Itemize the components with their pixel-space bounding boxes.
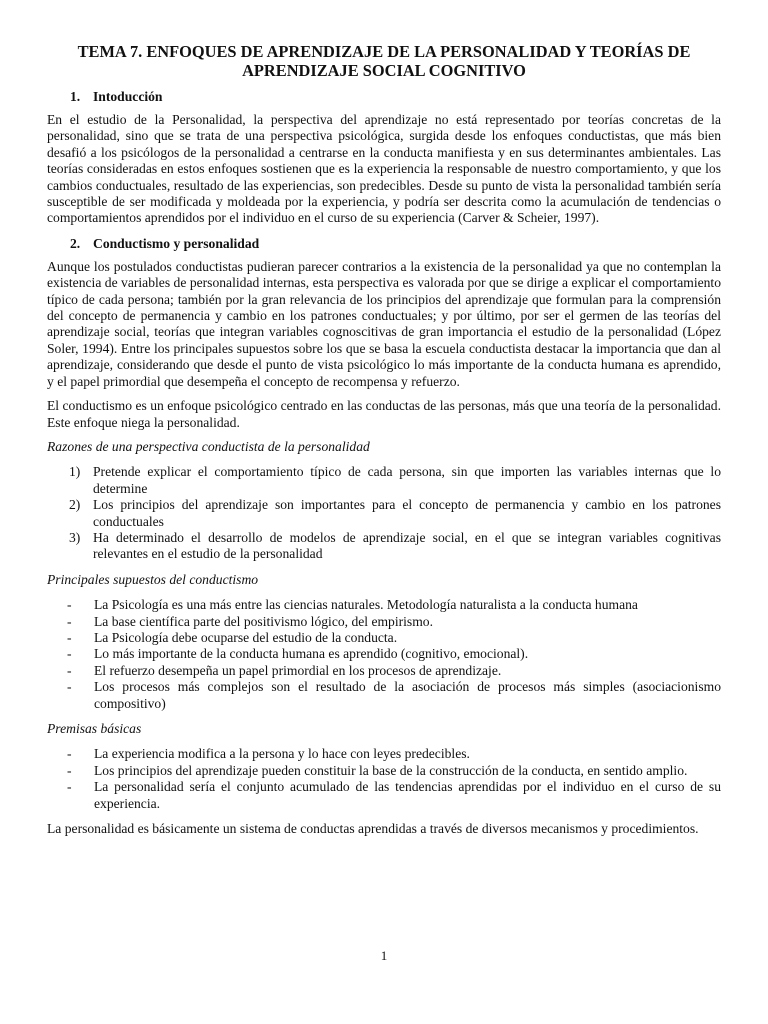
list-marker: -	[67, 662, 72, 678]
list-item-text: La experiencia modifica a la persona y lo hace con leyes predecibles.	[94, 746, 470, 762]
section-title: Intoducción	[93, 89, 163, 104]
document-title: TEMA 7. ENFOQUES DE APRENDIZAJE DE LA PERSONALIDAD Y TEORÍAS DE APRENDIZAJE SOCIAL COGNITIVO	[77, 42, 691, 80]
list-marker: 3)	[69, 529, 81, 545]
list-item	[47, 663, 721, 679]
paragraph-closing: La personalidad es básicamente un sistema de conductas aprendidas a través de diversos mecanismos y procedimientos.	[47, 821, 699, 837]
list-item-text: Los procesos más complejos son el resultado de la asociación de procesos más simples (asociacionismo compositivo)	[94, 679, 721, 711]
list-item-text: Los principios del aprendizaje pueden constituir la base de la construcción de la conducta, en sentido amplio.	[94, 762, 688, 778]
section-number: 1.	[70, 89, 81, 104]
page-number: 1	[380, 948, 388, 963]
subheading-supuestos: Principales supuestos del conductismo	[47, 571, 259, 587]
section-title: Conductismo y personalidad	[93, 235, 260, 251]
list-item	[47, 597, 721, 613]
list-item-text: El refuerzo desempeña un papel primordial en los procesos de aprendizaje.	[94, 662, 502, 678]
list-marker: 2)	[69, 497, 81, 513]
list-marker: -	[67, 597, 72, 613]
section-heading-conductismo	[47, 235, 721, 252]
list-item	[47, 746, 721, 762]
list-item-text: La Psicología es una más entre las ciencias naturales. Metodología naturalista a la conducta humana	[94, 597, 638, 613]
subheading-premisas: Premisas básicas	[47, 721, 142, 736]
list-item	[47, 614, 721, 630]
list-marker: -	[67, 746, 72, 762]
list-item	[47, 679, 721, 712]
list-item-text: Pretende explicar el comportamiento típico de cada persona, sin que importen las variables internas que lo determine	[93, 464, 721, 496]
list-item	[47, 497, 721, 530]
list-marker: -	[67, 779, 72, 795]
list-item	[47, 779, 721, 812]
section-heading-introduccion	[47, 88, 721, 105]
list-item-text: La Psicología debe ocuparse del estudio de la conducta.	[94, 629, 398, 645]
premises-list	[47, 746, 721, 812]
list-item	[47, 464, 721, 497]
subheading-razones: Razones de una perspectiva conductista de la personalidad	[47, 438, 370, 454]
paragraph-conductismo-2: El conductismo es un enfoque psicológico centrado en las conductas de las personas, más que una teoría de la personalidad. Este enfoque niega la personalidad.	[47, 398, 721, 430]
list-marker: -	[67, 762, 72, 778]
paragraph-conductismo-1: Aunque los postulados conductistas pudieran parecer contrarios a la existencia de la personalidad ya que no contemplan la existencia de variables de personalidad internas, esta perspectiva es valorada por que se dirige a explicar el comportamiento típico de cada persona; también por la gran relevancia de los principios del aprendizaje que formulan para la comprensión del concepto de permanencia y cambio en los patrones conductuales; y por último, por ser el germen de las teorías del aprendizaje social, teorías que integran variables cognoscitivas de gran importancia el estudio de la personalidad (López Soler, 1994). Entre los principales supuestos sobre los que se basa la escuela conductista destacar la importancia que dan al aprendizaje, considerando que desde el punto de vista psicológico lo más importante de la conducta humana es aprendido, y el papel primordial que desempeña el concepto de recompensa y refuerzo.	[47, 258, 721, 389]
list-marker: -	[67, 646, 72, 662]
list-item-text: Los principios del aprendizaje son importantes para el concepto de permanencia y cambio en los patrones conductuales	[93, 497, 721, 529]
reasons-list	[47, 464, 721, 562]
list-marker: -	[67, 679, 72, 695]
paragraph-intro: En el estudio de la Personalidad, la perspectiva del aprendizaje no está representado por teorías concretas de la personalidad, sino que se trata de una perspectiva psicológica, surgida desde los enfoques conductistas, que más bien desafió a los psicólogos de la personalidad a centrarse en la conducta manifiesta y en sus determinantes ambientales. Las teorías consideradas en estos enfoques sostienen que es la experiencia la responsable de nuestro comportamiento, y que los cambios conductuales, resultado de las experiencias, son predecibles. Desde su punto de vista la personalidad también sería susceptible de ser modificada y moldeada por la experiencia, y podría ser descrita como la acumulación de tendencias o comportamientos aprendidos por el individuo en el curso de su experiencia (Carver & Scheier, 1997).	[47, 112, 721, 226]
list-item-text: Lo más importante de la conducta humana es aprendido (cognitivo, emocional).	[94, 646, 529, 662]
list-marker: -	[67, 629, 72, 645]
list-marker: 1)	[69, 464, 81, 480]
list-item	[47, 763, 721, 779]
list-item-text: La personalidad sería el conjunto acumulado de las tendencias aprendidas por el individuo en el curso de su experiencia.	[94, 779, 721, 811]
section-number: 2.	[70, 235, 81, 251]
assumptions-list	[47, 597, 721, 712]
list-item	[47, 630, 721, 646]
list-item	[47, 530, 721, 563]
list-marker: -	[67, 613, 72, 629]
list-item-text: Ha determinado el desarrollo de modelos de aprendizaje social, en el que se integran variables cognitivas relevantes en el estudio de la personalidad	[93, 529, 721, 562]
list-item-text: La base científica parte del positivismo lógico, del empirismo.	[94, 613, 433, 629]
list-item	[47, 646, 721, 662]
